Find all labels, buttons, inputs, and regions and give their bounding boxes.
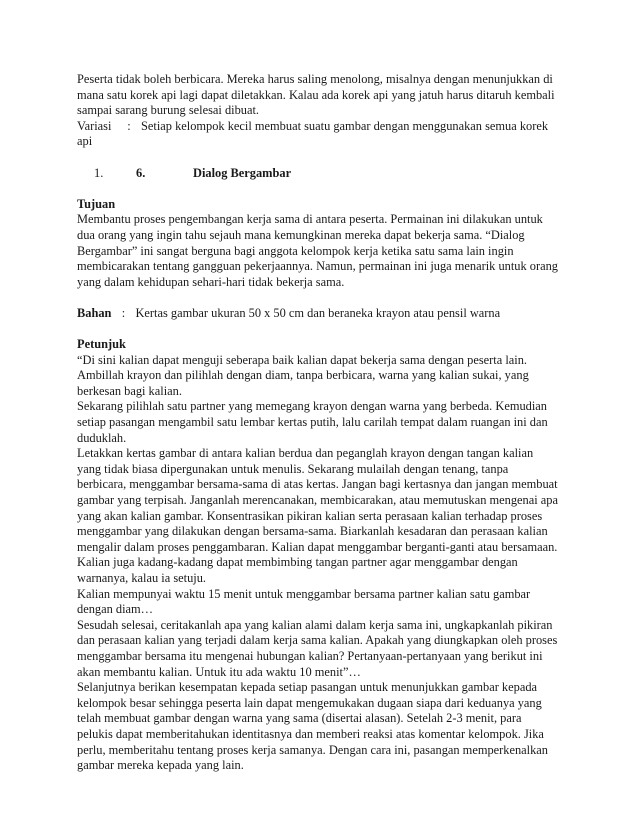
text-line: mengalir dalam proses penggambaran. Kalian dapat menggambar berganti-ganti atau bersamaan. [77,539,558,554]
text-line: Peserta tidak boleh berbicara. Mereka harus saling menolong, misalnya dengan menunjukkan di [77,72,553,86]
text-line: kelompok besar sehingga peserta lain dapat mengemukakan dugaan siapa dari keduanya yang [77,695,542,710]
variasi-row [77,119,577,135]
petunjuk-paragraph [77,353,577,774]
text-line: dua orang yang ingin tahu sejauh mana kemungkinan mereka dapat bekerja sama. “Dialog [77,227,525,242]
variasi-text: Setiap kelompok kecil membuat suatu gambar dengan menggunakan semua korek [141,118,549,133]
list-number: 1. [94,165,104,180]
text-line: pelukis dapat memberitahukan identitasnya dan memberi reaksi atas komentar kelompok. Jika [77,726,544,741]
text-line: yang tidak biasa dipergunakan untuk menulis. Sekarang mulailah dengan tenang, tanpa [77,461,509,476]
text-line: gambar mereka kepada yang lain. [77,758,244,773]
variasi-continuation: api [77,134,93,149]
section-number: 6. [136,165,146,180]
text-line: Membantu proses pengembangan kerja sama di antara peserta. Permainan ini dilakukan untuk [77,212,543,227]
text-line: Sesudah selesai, ceritakanlah apa yang kalian alami dalam kerja sama ini, ungkapkanlah pikiran [77,617,553,632]
text-line: yang dalam kehidupan sehari-hari tidak bekerja sama. [77,274,345,289]
text-line: Selanjutnya berikan kesempatan kepada setiap pasangan untuk menunjukkan gambar kepada [77,680,538,695]
text-line: Bergambar” ini sangat berguna bagi anggota kelompok kerja ketika satu sama lain ingin [77,243,514,258]
tujuan-paragraph [77,212,577,290]
section-heading [77,166,577,182]
text-line: membicarakan tentang gangguan pekerjaannya. Namun, permainan ini juga menarik untuk orang [77,259,558,274]
variasi-label: Variasi [77,118,112,133]
tujuan-heading: Tujuan [77,196,116,211]
text-line: dengan diam… [77,602,154,617]
text-line: berkesan bagi kalian. [77,383,182,398]
text-line: dan perasaan kalian yang terjadi dalam kerja sama kalian. Apakah yang diungkapkan oleh proses [77,633,558,648]
text-line: Sekarang pilihlah satu partner yang memegang krayon dengan warna yang berbeda. Kemudian [77,399,547,414]
variasi-colon: : [127,118,131,133]
text-line: mana satu korek api lagi dapat diletakkan. Kalau ada korek api yang jatuh harus ditaruh kembali [77,87,555,102]
text-line: setiap pasangan mengambil satu lembar kertas putih, lalu carilah tempat dalam ruangan ini dan [77,415,548,430]
text-line: “Di sini kalian dapat menguji seberapa baik kalian dapat bekerja sama dengan peserta lain. [77,352,528,367]
text-line: sampai sarang burung selesai dibuat. [77,103,260,118]
text-line: telah membuat gambar dengan warna yang sama (disertai alasan). Setelah 2-3 menit, para [77,711,522,726]
text-line: akan membantu kalian. Untuk itu ada waktu 10 menit”… [77,664,361,679]
text-line: perlu, memberitahu tentang proses kerja samanya. Dengan cara ini, pasangan memperkenalkan [77,742,549,757]
section-title: Dialog Bergambar [193,165,292,180]
bahan-text: Kertas gambar ukuran 50 x 50 cm dan beraneka krayon atau pensil warna [135,305,501,320]
text-line: menggambar bersama itu mengenai hubungan kalian? Pertanyaan-pertanyaan yang berikut ini [77,648,543,663]
text-line: Ambillah krayon dan pilihlah dengan diam, tanpa berbicara, warna yang kalian sukai, yang [77,368,529,383]
bahan-colon: : [121,305,126,320]
text-line: menggambar yang dilakukan dengan bersama-sama. Biarkanlah kesadaran dan perasaan kalian [77,524,548,539]
bahan-row [77,306,577,322]
text-line: warnanya, kalau ia setuju. [77,571,207,585]
text-line: Kalian juga kadang-kadang dapat membimbing tangan partner agar menggambar dengan [77,555,518,570]
text-line: Letakkan kertas gambar di antara kalian berdua dan peganglah krayon dengan tangan kalian [77,446,534,461]
petunjuk-heading: Petunjuk [77,337,126,352]
intro-paragraph [77,72,577,119]
text-line: berbicara, menggambar bersama-sama di atas kertas. Jangan bagi kertasnya dan jangan membuat [77,477,558,492]
text-line: duduklah. [77,430,127,445]
document-page [77,72,577,774]
text-line: yang akan kalian gambar. Konsentrasikan pikiran kalian serta perasaan kalian terhadap proses [77,508,543,523]
bahan-label: Bahan [77,305,112,320]
text-line: Kalian mempunyai waktu 15 menit untuk menggambar bersama partner kalian satu gambar [77,586,531,601]
text-line: gambar yang terpisah. Janganlah merencanakan, membicarakan, atau memutuskan mengenai apa [77,493,558,508]
